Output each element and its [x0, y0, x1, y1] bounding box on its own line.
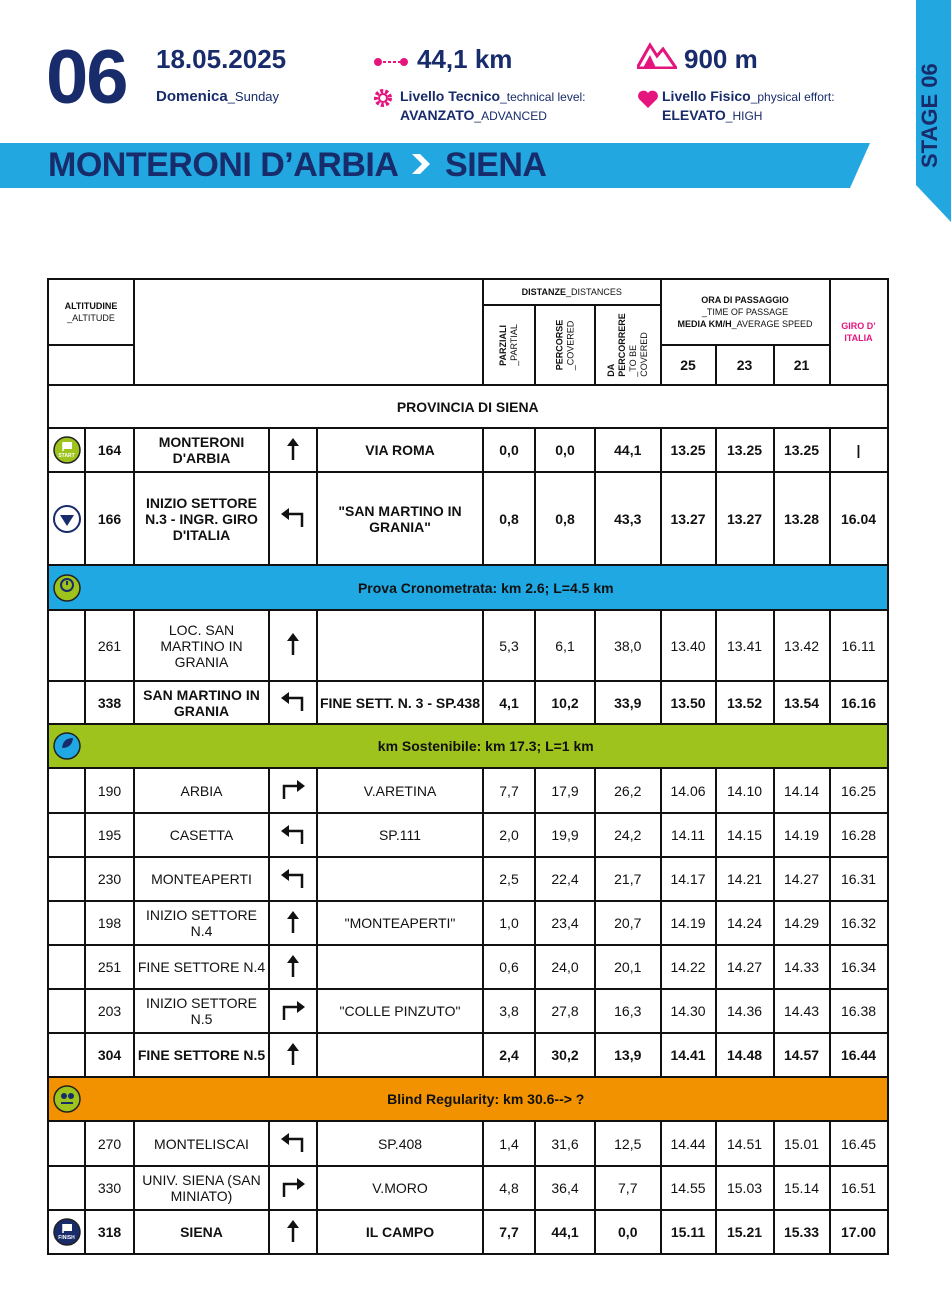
- mountain-icon: [637, 41, 677, 69]
- cell-t21: 13.28: [774, 472, 830, 565]
- cell-alt: 230: [85, 857, 134, 901]
- cell-t21: 13.42: [774, 610, 830, 681]
- cell-t25: 15.11: [661, 1210, 716, 1254]
- cell-covered: 30,2: [535, 1033, 595, 1077]
- timer-start-icon: [53, 574, 81, 602]
- cell-remaining: 44,1: [595, 428, 661, 472]
- cell-t21: 14.57: [774, 1033, 830, 1077]
- heart-icon: [637, 89, 659, 109]
- cell-dir: [269, 989, 317, 1033]
- cell-t23: 14.15: [716, 813, 774, 857]
- cell-covered: 44,1: [535, 1210, 595, 1254]
- cell-t23: 13.41: [716, 610, 774, 681]
- badge-label: FINISH: [58, 1235, 75, 1241]
- cell-dir: [269, 610, 317, 681]
- cell-place: MONTEAPERTI: [134, 857, 269, 901]
- cell-giro: 16.44: [830, 1033, 888, 1077]
- cell-giro: 16.51: [830, 1166, 888, 1210]
- cell-giro: 16.45: [830, 1121, 888, 1166]
- cell-alt: 304: [85, 1033, 134, 1077]
- cell-road: V.ARETINA: [317, 768, 483, 813]
- table-row: [48, 945, 888, 989]
- cell-t21: 13.54: [774, 681, 830, 724]
- speed-25: 25: [661, 345, 716, 385]
- cell-place: LOC. SAN MARTINO IN GRANIA: [134, 610, 269, 681]
- badge-cell: [48, 472, 85, 565]
- cell-t25: 13.25: [661, 428, 716, 472]
- finish-icon: [53, 1218, 81, 1246]
- altitude-header-blank: [48, 345, 134, 385]
- cell-partial: 2,4: [483, 1033, 535, 1077]
- cell-t25: 14.11: [661, 813, 716, 857]
- remaining-header: DA PERCORRERE _TO BE COVERED: [595, 305, 661, 385]
- arrow-left-icon: [280, 506, 306, 528]
- cell-t21: 14.29: [774, 901, 830, 945]
- cell-covered: 23,4: [535, 901, 595, 945]
- cell-remaining: 21,7: [595, 857, 661, 901]
- cell-place: INIZIO SETTORE N.4: [134, 901, 269, 945]
- cell-road: [317, 610, 483, 681]
- arrow-left-icon: [280, 1131, 306, 1153]
- cell-alt: 318: [85, 1210, 134, 1254]
- blank-header: [134, 279, 483, 385]
- cell-t23: 14.51: [716, 1121, 774, 1166]
- stage-tab-label: STAGE 06: [917, 63, 942, 168]
- cell-giro: |: [830, 428, 888, 472]
- cell-t25: 14.44: [661, 1121, 716, 1166]
- cell-t21: 15.33: [774, 1210, 830, 1254]
- badge-cell: [48, 1166, 85, 1210]
- cell-partial: 4,1: [483, 681, 535, 724]
- cell-giro: 16.32: [830, 901, 888, 945]
- badge-cell: [48, 813, 85, 857]
- cell-t25: 14.19: [661, 901, 716, 945]
- cell-t21: 14.33: [774, 945, 830, 989]
- cell-t25: 13.27: [661, 472, 716, 565]
- cell-giro: 16.11: [830, 610, 888, 681]
- cell-t23: 14.24: [716, 901, 774, 945]
- cell-t23: 14.48: [716, 1033, 774, 1077]
- cell-covered: 27,8: [535, 989, 595, 1033]
- cell-remaining: 12,5: [595, 1121, 661, 1166]
- cell-covered: 0,8: [535, 472, 595, 565]
- cell-partial: 3,8: [483, 989, 535, 1033]
- cell-place: SIENA: [134, 1210, 269, 1254]
- cell-covered: 24,0: [535, 945, 595, 989]
- cell-partial: 2,0: [483, 813, 535, 857]
- arrow-right-icon: [280, 778, 306, 800]
- cell-remaining: 13,9: [595, 1033, 661, 1077]
- cell-covered: 10,2: [535, 681, 595, 724]
- cell-alt: 203: [85, 989, 134, 1033]
- cell-giro: 16.25: [830, 768, 888, 813]
- time-header: ORA DI PASSAGGIO _TIME OF PASSAGE MEDIA KM/H_AVERAGE SPEED: [661, 279, 830, 345]
- distance-icon: [373, 55, 409, 69]
- badge-cell: [48, 610, 85, 681]
- cell-alt: 338: [85, 681, 134, 724]
- cell-t23: 13.52: [716, 681, 774, 724]
- cell-giro: 16.04: [830, 472, 888, 565]
- cell-t25: 13.50: [661, 681, 716, 724]
- sector-icon: [53, 505, 81, 533]
- cell-road: SP.111: [317, 813, 483, 857]
- province-row: PROVINCIA DI SIENA: [48, 385, 888, 428]
- cell-alt: 330: [85, 1166, 134, 1210]
- cell-dir: [269, 472, 317, 565]
- distances-header: DISTANZE_DISTANCES: [483, 279, 661, 305]
- badge-cell: [48, 945, 85, 989]
- technical-level: Livello Tecnico_technical level: AVANZATO_ADVANCED: [400, 88, 586, 123]
- table-row: [48, 1121, 888, 1166]
- cell-alt: 166: [85, 472, 134, 565]
- arrow-right-icon: [280, 999, 306, 1021]
- table-row: [48, 681, 888, 724]
- cell-remaining: 20,7: [595, 901, 661, 945]
- cell-alt: 190: [85, 768, 134, 813]
- cell-remaining: 16,3: [595, 989, 661, 1033]
- cell-partial: 0,6: [483, 945, 535, 989]
- cell-road: "SAN MARTINO IN GRANIA": [317, 472, 483, 565]
- cell-t25: 14.17: [661, 857, 716, 901]
- cell-t21: 14.19: [774, 813, 830, 857]
- roadbook-table: [47, 278, 889, 1255]
- arrow-right-icon: [280, 1176, 306, 1198]
- cell-t23: 14.36: [716, 989, 774, 1033]
- cell-covered: 19,9: [535, 813, 595, 857]
- cell-partial: 5,3: [483, 610, 535, 681]
- cell-t25: 14.06: [661, 768, 716, 813]
- gear-icon: [372, 87, 394, 109]
- arrow-straight-icon: [283, 437, 303, 461]
- cell-place: MONTERONI D'ARBIA: [134, 428, 269, 472]
- cell-giro: 16.38: [830, 989, 888, 1033]
- cell-dir: [269, 428, 317, 472]
- stage-day: Domenica_Sunday: [156, 88, 280, 105]
- cell-alt: 261: [85, 610, 134, 681]
- altitude-header: ALTITUDINE _ALTITUDE: [48, 279, 134, 345]
- covered-header: PERCORSE _COVERED: [535, 305, 595, 385]
- cell-covered: 22,4: [535, 857, 595, 901]
- arrow-left-icon: [280, 867, 306, 889]
- cell-covered: 17,9: [535, 768, 595, 813]
- cell-place: FINE SETTORE N.5: [134, 1033, 269, 1077]
- cell-covered: 31,6: [535, 1121, 595, 1166]
- cell-t25: 14.41: [661, 1033, 716, 1077]
- table-row: [48, 901, 888, 945]
- cell-place: FINE SETTORE N.4: [134, 945, 269, 989]
- cell-place: SAN MARTINO IN GRANIA: [134, 681, 269, 724]
- cell-place: ARBIA: [134, 768, 269, 813]
- leaf-start-icon: [53, 732, 81, 760]
- cell-partial: 1,4: [483, 1121, 535, 1166]
- giro-header: GIRO D’ ITALIA: [830, 279, 888, 385]
- arrow-straight-icon: [283, 1042, 303, 1066]
- cell-t25: 14.30: [661, 989, 716, 1033]
- blind-start-icon: [53, 1085, 81, 1113]
- cell-alt: 270: [85, 1121, 134, 1166]
- arrow-left-icon: [280, 690, 306, 712]
- cell-t21: 14.27: [774, 857, 830, 901]
- cell-place: INIZIO SETTORE N.3 - INGR. GIRO D'ITALIA: [134, 472, 269, 565]
- cell-giro: 16.16: [830, 681, 888, 724]
- stage-distance: 44,1 km: [417, 44, 513, 74]
- cell-alt: 251: [85, 945, 134, 989]
- cell-road: "COLLE PINZUTO": [317, 989, 483, 1033]
- cell-t21: 15.14: [774, 1166, 830, 1210]
- cell-alt: 195: [85, 813, 134, 857]
- cell-road: [317, 857, 483, 901]
- cell-partial: 0,0: [483, 428, 535, 472]
- cell-covered: 6,1: [535, 610, 595, 681]
- cell-remaining: 20,1: [595, 945, 661, 989]
- cell-giro: 16.34: [830, 945, 888, 989]
- cell-giro: 16.31: [830, 857, 888, 901]
- cell-t23: 15.03: [716, 1166, 774, 1210]
- stage-number: 06: [46, 35, 127, 120]
- chevron-right-icon: [410, 152, 432, 176]
- table-row: [48, 610, 888, 681]
- cell-road: FINE SETT. N. 3 - SP.438: [317, 681, 483, 724]
- badge-cell: [48, 428, 85, 472]
- cell-place: CASETTA: [134, 813, 269, 857]
- cell-dir: [269, 1166, 317, 1210]
- stage-date: 18.05.2025: [156, 44, 287, 74]
- cell-partial: 7,7: [483, 768, 535, 813]
- cell-partial: 2,5: [483, 857, 535, 901]
- badge-cell: [48, 901, 85, 945]
- cell-partial: 0,8: [483, 472, 535, 565]
- badge-label: START: [58, 453, 75, 459]
- cell-t21: 13.25: [774, 428, 830, 472]
- arrow-straight-icon: [283, 954, 303, 978]
- badge-cell: [48, 681, 85, 724]
- cell-partial: 7,7: [483, 1210, 535, 1254]
- cell-place: UNIV. SIENA (SAN MINIATO): [134, 1166, 269, 1210]
- arrow-straight-icon: [283, 1219, 303, 1243]
- table-row: [48, 1033, 888, 1077]
- cell-dir: [269, 813, 317, 857]
- cell-remaining: 38,0: [595, 610, 661, 681]
- table-row: [48, 813, 888, 857]
- table-row: [48, 428, 888, 472]
- cell-remaining: 43,3: [595, 472, 661, 565]
- cell-road: [317, 1033, 483, 1077]
- cell-t23: 13.27: [716, 472, 774, 565]
- route-title: MONTERONI D’ARBIA SIENA: [48, 146, 547, 184]
- cell-place: MONTELISCAI: [134, 1121, 269, 1166]
- table-row: [48, 1166, 888, 1210]
- physical-level: Livello Fisico_physical effort: ELEVATO_HIGH: [662, 88, 835, 123]
- cell-dir: [269, 857, 317, 901]
- cell-dir: [269, 1210, 317, 1254]
- cell-road: [317, 945, 483, 989]
- cell-remaining: 26,2: [595, 768, 661, 813]
- cell-alt: 164: [85, 428, 134, 472]
- cell-remaining: 33,9: [595, 681, 661, 724]
- cell-road: V.MORO: [317, 1166, 483, 1210]
- cell-giro: 16.28: [830, 813, 888, 857]
- stage-elevation: 900 m: [684, 44, 758, 74]
- start-icon: [53, 436, 81, 464]
- badge-cell: [48, 857, 85, 901]
- cell-remaining: 24,2: [595, 813, 661, 857]
- table-row: [48, 472, 888, 565]
- cell-covered: 36,4: [535, 1166, 595, 1210]
- arrow-straight-icon: [283, 632, 303, 656]
- cell-road: VIA ROMA: [317, 428, 483, 472]
- arrow-straight-icon: [283, 910, 303, 934]
- partial-header: PARZIALI _PARTIAL: [483, 305, 535, 385]
- cell-t25: 14.22: [661, 945, 716, 989]
- cell-dir: [269, 768, 317, 813]
- cell-t23: 14.10: [716, 768, 774, 813]
- table-row: [48, 989, 888, 1033]
- cell-covered: 0,0: [535, 428, 595, 472]
- cell-road: SP.408: [317, 1121, 483, 1166]
- cell-road: "MONTEAPERTI": [317, 901, 483, 945]
- table-row: [48, 768, 888, 813]
- cell-dir: [269, 901, 317, 945]
- cell-t25: 13.40: [661, 610, 716, 681]
- badge-cell: [48, 989, 85, 1033]
- section-sostenibile: km Sostenibile: km 17.3; L=1 km: [48, 724, 888, 768]
- cell-remaining: 0,0: [595, 1210, 661, 1254]
- badge-cell: [48, 1210, 85, 1254]
- badge-cell: [48, 1033, 85, 1077]
- cell-partial: 1,0: [483, 901, 535, 945]
- cell-road: IL CAMPO: [317, 1210, 483, 1254]
- cell-t21: 14.43: [774, 989, 830, 1033]
- cell-dir: [269, 681, 317, 724]
- table-row: [48, 1210, 888, 1254]
- table-row: [48, 857, 888, 901]
- cell-t21: 15.01: [774, 1121, 830, 1166]
- cell-place: INIZIO SETTORE N.5: [134, 989, 269, 1033]
- cell-t25: 14.55: [661, 1166, 716, 1210]
- arrow-left-icon: [280, 823, 306, 845]
- cell-dir: [269, 1121, 317, 1166]
- cell-t23: 14.21: [716, 857, 774, 901]
- cell-alt: 198: [85, 901, 134, 945]
- cell-dir: [269, 945, 317, 989]
- cell-t21: 14.14: [774, 768, 830, 813]
- cell-partial: 4,8: [483, 1166, 535, 1210]
- cell-t23: 14.27: [716, 945, 774, 989]
- section-crono: Prova Cronometrata: km 2.6; L=4.5 km: [48, 565, 888, 610]
- speed-23: 23: [716, 345, 774, 385]
- cell-t23: 15.21: [716, 1210, 774, 1254]
- section-blind: Blind Regularity: km 30.6--> ?: [48, 1077, 888, 1121]
- cell-giro: 17.00: [830, 1210, 888, 1254]
- speed-21: 21: [774, 345, 830, 385]
- cell-dir: [269, 1033, 317, 1077]
- cell-remaining: 7,7: [595, 1166, 661, 1210]
- badge-cell: [48, 768, 85, 813]
- badge-cell: [48, 1121, 85, 1166]
- cell-t23: 13.25: [716, 428, 774, 472]
